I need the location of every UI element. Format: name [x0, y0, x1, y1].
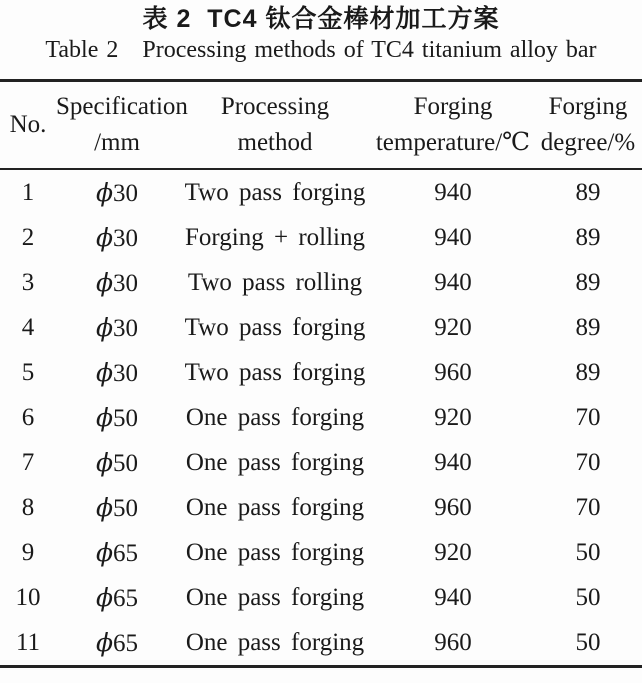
header-method-line1: Processing	[220, 93, 330, 120]
header-specification-line2: /mm	[94, 129, 140, 156]
header-degree-line2: degree/%	[540, 129, 636, 156]
cell-degree: 70	[575, 493, 601, 521]
table-row	[0, 530, 642, 575]
cell-no: 10	[15, 583, 41, 611]
cell-degree: 50	[575, 538, 601, 566]
cell-method: One pass forging	[185, 583, 365, 611]
cell-no: 1	[21, 178, 35, 206]
cell-temperature: 940	[434, 448, 472, 476]
cell-specification	[56, 215, 178, 260]
header-forging-temperature	[372, 81, 534, 170]
table-row	[0, 395, 642, 440]
phi-symbol: ϕ	[95, 627, 114, 657]
phi-symbol: ϕ	[95, 402, 114, 432]
cell-temperature: 960	[434, 358, 472, 386]
cell-no: 3	[21, 268, 35, 296]
cell-specification	[56, 575, 178, 620]
header-degree-line1: Forging	[548, 93, 628, 120]
cell-method: One pass forging	[185, 538, 365, 566]
cell-no: 9	[21, 538, 35, 566]
cell-no: 8	[21, 493, 35, 521]
spec-number: 65	[113, 584, 139, 612]
table-row	[0, 169, 642, 215]
spec-number: 30	[113, 269, 139, 297]
spec-number: 50	[113, 404, 139, 432]
table-row	[0, 350, 642, 395]
spec-number: 50	[113, 494, 139, 522]
paper-table-figure	[0, 3, 642, 683]
cell-method: One pass forging	[185, 403, 365, 431]
table-row	[0, 215, 642, 260]
cell-temperature: 920	[434, 403, 472, 431]
table-row	[0, 485, 642, 530]
cell-temperature: 940	[434, 223, 472, 251]
cell-degree: 89	[575, 223, 601, 251]
phi-symbol: ϕ	[95, 357, 114, 387]
cell-method: Two pass forging	[184, 178, 366, 206]
header-forging-degree	[534, 81, 642, 170]
table-row	[0, 575, 642, 620]
header-temperature-line1: Forging	[413, 93, 493, 120]
cell-no: 7	[21, 448, 35, 476]
header-method-line2: method	[237, 129, 313, 156]
cell-specification	[56, 395, 178, 440]
table-caption-chinese: 表 2 TC4 钛合金棒材加工方案	[142, 5, 500, 33]
cell-specification	[56, 350, 178, 395]
cell-degree: 70	[575, 448, 601, 476]
cell-specification	[56, 305, 178, 350]
header-processing-method	[178, 81, 372, 170]
cell-no: 6	[21, 403, 35, 431]
cell-method: One pass forging	[185, 493, 365, 521]
cell-temperature: 960	[434, 628, 472, 656]
phi-symbol: ϕ	[95, 447, 114, 477]
cell-temperature: 940	[434, 583, 472, 611]
cell-degree: 89	[575, 358, 601, 386]
cell-method: Two pass forging	[184, 358, 366, 386]
cell-method: Two pass rolling	[187, 268, 363, 296]
cell-temperature: 920	[434, 313, 472, 341]
table-row	[0, 620, 642, 667]
cell-specification	[56, 530, 178, 575]
spec-number: 65	[113, 539, 139, 567]
table-row	[0, 440, 642, 485]
cell-method: One pass forging	[185, 628, 365, 656]
cell-degree: 89	[575, 178, 601, 206]
cell-no: 2	[21, 223, 35, 251]
cell-specification	[56, 169, 178, 215]
spec-number: 30	[113, 179, 139, 207]
table-row	[0, 260, 642, 305]
cell-degree: 89	[575, 313, 601, 341]
cell-no: 4	[21, 313, 35, 341]
table-row	[0, 305, 642, 350]
cell-no: 11	[15, 628, 41, 656]
cell-method: One pass forging	[185, 448, 365, 476]
spec-number: 30	[113, 224, 139, 252]
cell-method: Forging + rolling	[185, 223, 365, 251]
spec-number: 30	[113, 314, 139, 342]
cell-specification	[56, 260, 178, 305]
phi-symbol: ϕ	[95, 537, 114, 567]
cell-degree: 50	[575, 583, 601, 611]
table-header-row	[0, 81, 642, 170]
cell-degree: 70	[575, 403, 601, 431]
phi-symbol: ϕ	[95, 177, 114, 207]
cell-no: 5	[21, 358, 35, 386]
spec-number: 30	[113, 359, 139, 387]
cell-temperature: 960	[434, 493, 472, 521]
cell-degree: 89	[575, 268, 601, 296]
processing-methods-table	[0, 79, 642, 668]
spec-number: 65	[113, 629, 139, 657]
cell-specification	[56, 440, 178, 485]
header-specification-line1: Specification	[56, 93, 188, 120]
cell-method: Two pass forging	[184, 313, 366, 341]
phi-symbol: ϕ	[95, 582, 114, 612]
header-specification	[56, 81, 188, 170]
spec-number: 50	[113, 449, 139, 477]
cell-degree: 50	[575, 628, 601, 656]
header-no: No.	[9, 111, 47, 138]
phi-symbol: ϕ	[95, 222, 114, 252]
cell-temperature: 940	[434, 178, 472, 206]
phi-symbol: ϕ	[95, 492, 114, 522]
phi-symbol: ϕ	[95, 312, 114, 342]
cell-specification	[56, 620, 178, 667]
cell-temperature: 920	[434, 538, 472, 566]
phi-symbol: ϕ	[95, 267, 114, 297]
cell-specification	[56, 485, 178, 530]
cell-temperature: 940	[434, 268, 472, 296]
table-caption-english: Table 2 Processing methods of TC4 titanium alloy bar	[45, 37, 597, 63]
header-temperature-line2: temperature/℃	[375, 129, 531, 156]
